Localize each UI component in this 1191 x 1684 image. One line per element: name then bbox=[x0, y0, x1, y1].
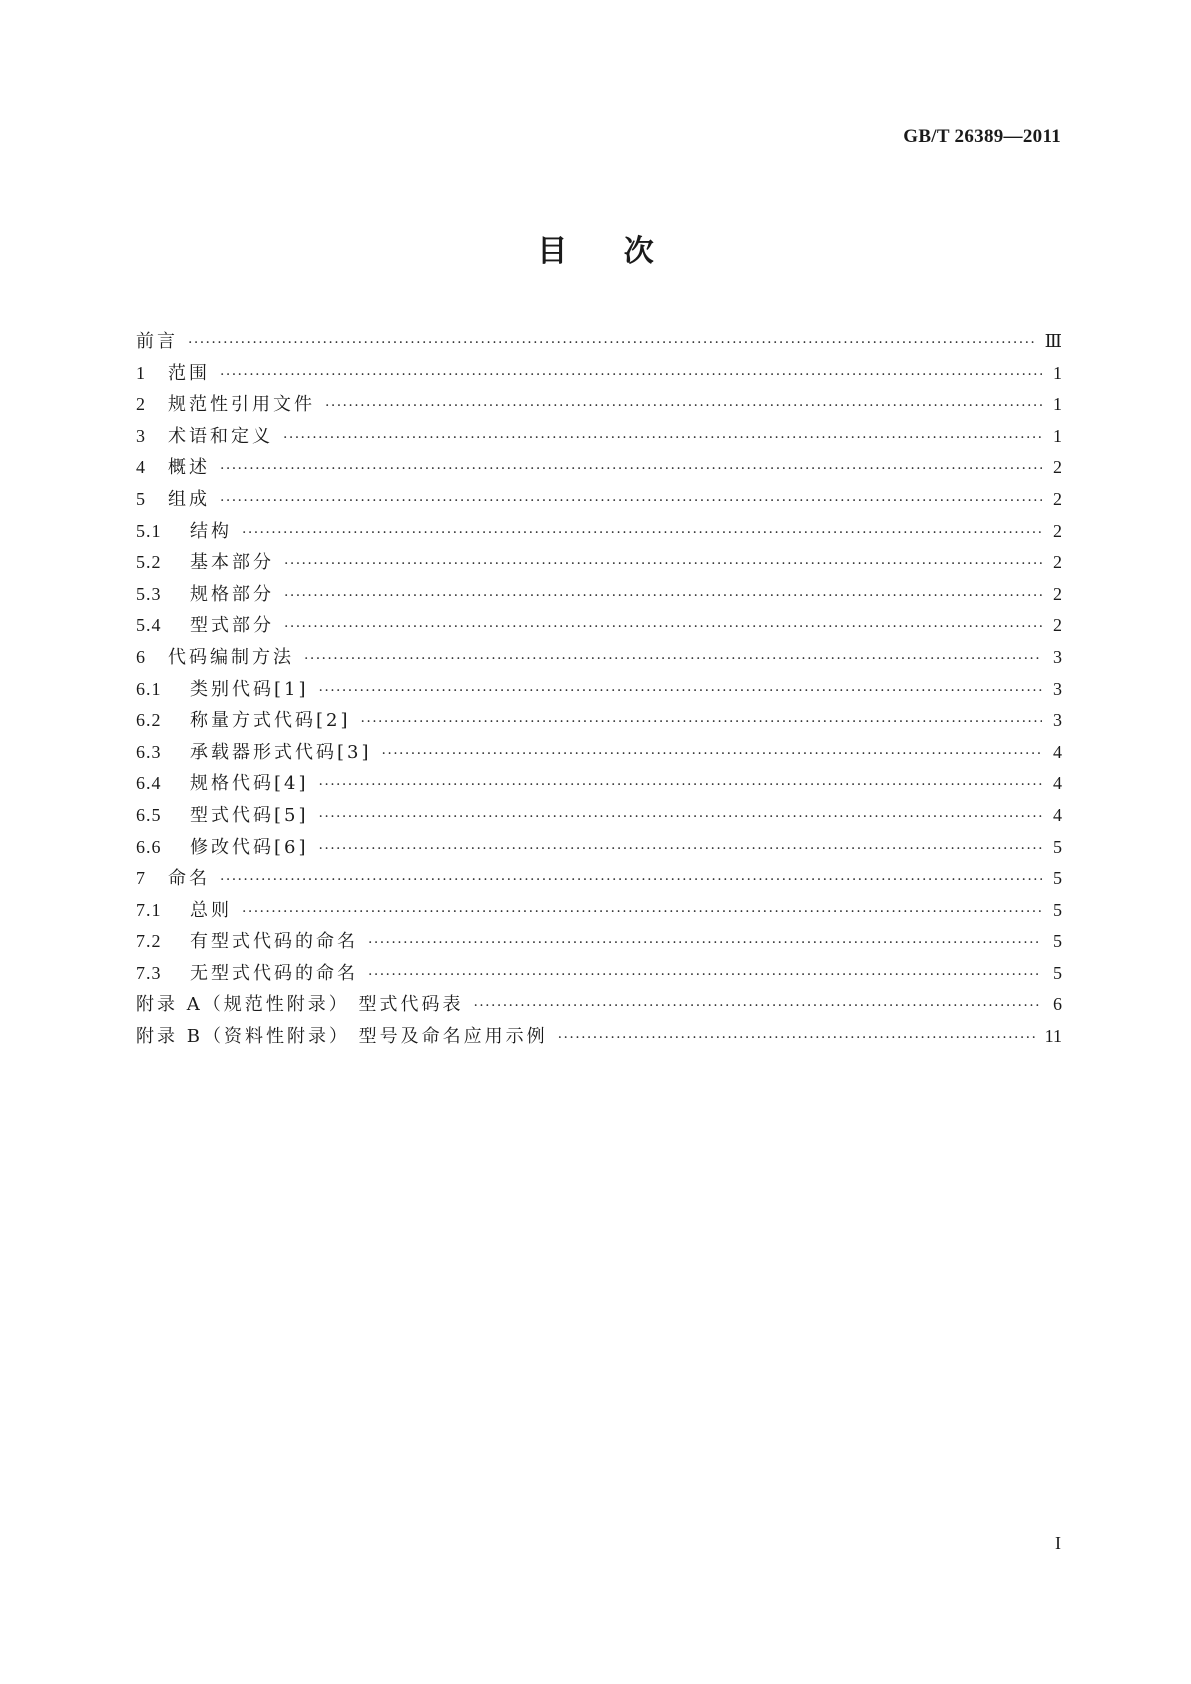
toc-dot-leader bbox=[319, 802, 1043, 834]
toc-entry-label: 范围 bbox=[168, 362, 210, 384]
toc-entry[interactable] bbox=[136, 895, 1062, 927]
toc-dot-leader bbox=[368, 960, 1042, 992]
toc-entry-label: 修改代码[6] bbox=[190, 836, 309, 858]
toc-entry[interactable] bbox=[136, 326, 1062, 358]
toc-entry-number: 2 bbox=[136, 394, 146, 415]
toc-entry-label: 组成 bbox=[168, 488, 210, 510]
toc-dot-leader bbox=[220, 865, 1042, 897]
toc-entry-number: 5.3 bbox=[136, 583, 162, 604]
toc-entry-page: 4 bbox=[1053, 804, 1062, 825]
toc-entry-number: 7.3 bbox=[136, 962, 162, 983]
toc-entry[interactable] bbox=[136, 484, 1062, 516]
toc-entry-label: 无型式代码的命名 bbox=[190, 962, 358, 984]
toc-entry[interactable] bbox=[136, 800, 1062, 832]
toc-entry-label: 称量方式代码[2] bbox=[190, 710, 351, 732]
toc-entry[interactable] bbox=[136, 579, 1062, 611]
toc-entry-number: 7.2 bbox=[136, 931, 162, 952]
page-number: I bbox=[1055, 1533, 1061, 1553]
toc-entry-number: 6 bbox=[136, 646, 146, 667]
toc-entry[interactable] bbox=[136, 389, 1062, 421]
toc-entry[interactable] bbox=[136, 705, 1062, 737]
toc-entry-label: 有型式代码的命名 bbox=[190, 931, 358, 953]
toc-entry[interactable] bbox=[136, 926, 1062, 958]
toc-dot-leader bbox=[304, 644, 1042, 676]
toc-dot-leader bbox=[558, 1023, 1037, 1055]
toc-entry-number: 5.2 bbox=[136, 552, 162, 573]
toc-entry[interactable] bbox=[136, 674, 1062, 706]
toc-entry-page: Ⅲ bbox=[1044, 331, 1062, 351]
toc-dot-leader bbox=[283, 423, 1042, 455]
toc-entry-label: 规格代码[4] bbox=[190, 773, 309, 795]
toc-entry-label: 总则 bbox=[190, 899, 232, 921]
toc-dot-leader bbox=[473, 991, 1042, 1023]
toc-entry-label: 前言 bbox=[136, 331, 178, 352]
toc-entry-page: 2 bbox=[1053, 552, 1062, 573]
toc-entry[interactable] bbox=[136, 958, 1062, 990]
toc-entry-number: 6.5 bbox=[136, 804, 162, 825]
toc-entry[interactable] bbox=[136, 832, 1062, 864]
toc-entry-page: 2 bbox=[1053, 583, 1062, 604]
toc-dot-leader bbox=[284, 549, 1042, 581]
toc-entry[interactable] bbox=[136, 358, 1062, 390]
toc-entry-page: 11 bbox=[1044, 1026, 1062, 1047]
toc-dot-leader bbox=[242, 518, 1042, 550]
toc-entry-label: 规格部分 bbox=[190, 583, 274, 605]
toc-dot-leader bbox=[220, 454, 1042, 486]
toc-entry-number: 5 bbox=[136, 488, 146, 509]
toc-dot-leader bbox=[319, 676, 1043, 708]
toc-entry-page: 1 bbox=[1053, 362, 1062, 383]
toc-entry-label: 类别代码[1] bbox=[190, 678, 309, 700]
toc-entry-page: 3 bbox=[1053, 678, 1062, 699]
toc-entry-number: 3 bbox=[136, 425, 146, 446]
toc-entry[interactable] bbox=[136, 547, 1062, 579]
toc-entry-number: 5.1 bbox=[136, 520, 162, 541]
toc-entry[interactable] bbox=[136, 1021, 1062, 1053]
toc-entry-page: 5 bbox=[1053, 931, 1062, 952]
table-of-contents bbox=[136, 326, 1062, 1053]
toc-entry-page: 3 bbox=[1053, 646, 1062, 667]
toc-entry-page: 2 bbox=[1053, 488, 1062, 509]
toc-entry-label: 概述 bbox=[168, 457, 210, 479]
toc-dot-leader bbox=[220, 360, 1042, 392]
toc-entry-number: 6.3 bbox=[136, 741, 162, 762]
toc-entry-label: 代码编制方法 bbox=[168, 646, 294, 668]
toc-entry-number: 1 bbox=[136, 362, 146, 383]
toc-entry-page: 6 bbox=[1053, 994, 1062, 1015]
toc-entry[interactable] bbox=[136, 989, 1062, 1021]
toc-entry-number: 4 bbox=[136, 457, 146, 478]
toc-entry-label: 命名 bbox=[168, 868, 210, 890]
toc-entry-page: 4 bbox=[1053, 773, 1062, 794]
toc-dot-leader bbox=[284, 612, 1042, 644]
toc-entry-number: 5.4 bbox=[136, 615, 162, 636]
toc-dot-leader bbox=[188, 328, 1037, 360]
toc-entry-label: 规范性引用文件 bbox=[168, 394, 315, 416]
toc-dot-leader bbox=[325, 391, 1042, 423]
toc-entry[interactable] bbox=[136, 610, 1062, 642]
toc-entry-label: 附录 B（资料性附录） 型号及命名应用示例 bbox=[136, 1026, 548, 1048]
toc-dot-leader bbox=[220, 486, 1042, 518]
toc-entry-page: 1 bbox=[1053, 425, 1062, 446]
toc-dot-leader bbox=[319, 770, 1043, 802]
toc-entry-number: 6.6 bbox=[136, 836, 162, 857]
toc-entry[interactable] bbox=[136, 642, 1062, 674]
toc-entry-number: 7.1 bbox=[136, 899, 162, 920]
toc-title: 目 次 bbox=[537, 234, 654, 269]
toc-entry-page: 3 bbox=[1053, 710, 1062, 731]
toc-entry-label: 承载器形式代码[3] bbox=[190, 741, 372, 763]
toc-entry-page: 5 bbox=[1053, 899, 1062, 920]
toc-dot-leader bbox=[368, 928, 1042, 960]
toc-entry-number: 6.2 bbox=[136, 710, 162, 731]
toc-entry-label: 附录 A（规范性附录） 型式代码表 bbox=[136, 994, 464, 1016]
toc-entry[interactable] bbox=[136, 768, 1062, 800]
toc-entry-number: 6.1 bbox=[136, 678, 162, 699]
toc-entry-page: 4 bbox=[1053, 741, 1062, 762]
toc-entry-page: 1 bbox=[1053, 394, 1062, 415]
toc-entry[interactable] bbox=[136, 516, 1062, 548]
toc-entry-page: 5 bbox=[1053, 836, 1062, 857]
toc-entry-page: 2 bbox=[1053, 520, 1062, 541]
toc-entry-number: 6.4 bbox=[136, 773, 162, 794]
toc-dot-leader bbox=[361, 707, 1043, 739]
toc-entry-label: 术语和定义 bbox=[168, 425, 273, 447]
standard-number: GB/T 26389—2011 bbox=[903, 126, 1061, 147]
toc-dot-leader bbox=[284, 581, 1042, 613]
toc-entry[interactable] bbox=[136, 863, 1062, 895]
toc-dot-leader bbox=[242, 897, 1042, 929]
toc-entry-page: 2 bbox=[1053, 615, 1062, 636]
toc-entry-number: 7 bbox=[136, 868, 146, 889]
toc-entry[interactable] bbox=[136, 452, 1062, 484]
toc-entry-page: 5 bbox=[1053, 962, 1062, 983]
toc-entry-label: 结构 bbox=[190, 520, 232, 542]
toc-entry-label: 型式部分 bbox=[190, 615, 274, 637]
toc-entry[interactable] bbox=[136, 421, 1062, 453]
toc-entry-page: 5 bbox=[1053, 868, 1062, 889]
toc-entry-label: 型式代码[5] bbox=[190, 804, 309, 826]
toc-dot-leader bbox=[382, 739, 1043, 771]
toc-entry-label: 基本部分 bbox=[190, 552, 274, 574]
toc-dot-leader bbox=[319, 834, 1043, 866]
toc-entry-page: 2 bbox=[1053, 457, 1062, 478]
toc-entry[interactable] bbox=[136, 737, 1062, 769]
